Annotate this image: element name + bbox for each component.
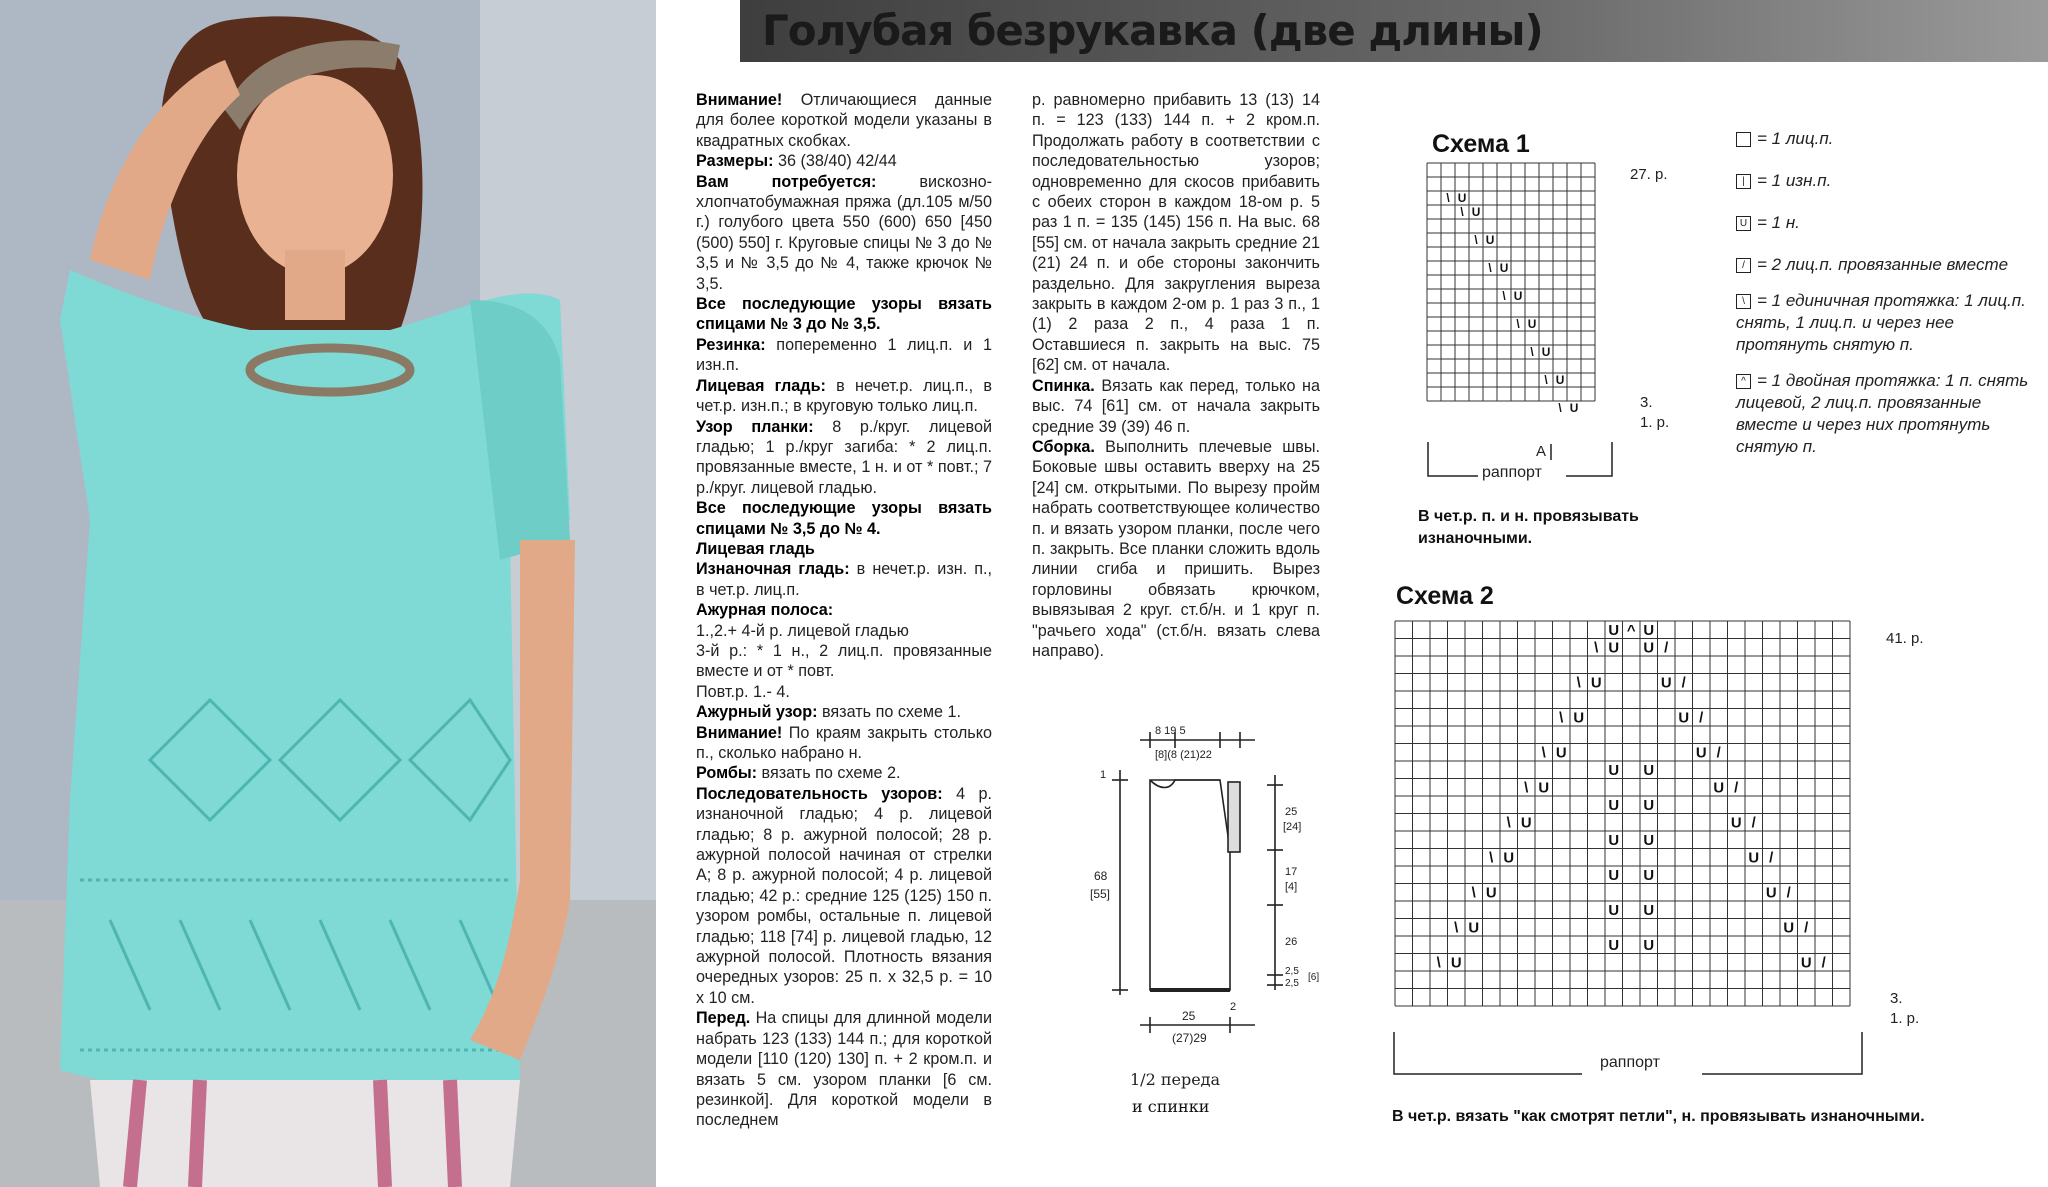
legend-item-ssk: \ = 1 единичная протяжка: 1 лиц.п. снять, 1 лиц.п. и через нее протянуть снятую п. [1736, 291, 2026, 354]
paragraph-text: Выполнить плечевые швы. Боковые швы оставить вверху на 25 [24] см. открытыми. По вырезу пройм набрать соответствующее количество п. и вязать узором планки, после чего п. закрыть. Все планки сложить вдоль линии сгиба и пришить. Вырез горловины обвязать крючком, вывязывая 2 круг. ст.б/н. и 1 круг п. "рачьего хода" (ст.б/н. вязать слева направо). [1032, 437, 1320, 660]
paragraph-heading: Перед. [696, 1009, 751, 1028]
stitch-symbol: U [1643, 798, 1655, 814]
stitch-symbol: U [1538, 780, 1550, 797]
paragraph-text: 36 (38/40) 42/44 [773, 152, 897, 171]
stitch-symbol: U [1660, 675, 1672, 692]
stitch-symbol: \ [1454, 920, 1459, 937]
col1-paragraph [696, 539, 992, 559]
stitch-symbol: U [1450, 955, 1462, 972]
stitch-symbol: U [1608, 763, 1620, 779]
page-title: Голубая безрукавка (две длины) [762, 6, 1543, 55]
right-dim-4c: [6] [1308, 972, 1320, 983]
col1-paragraph [696, 682, 992, 702]
paragraph-text: 1.,2.+ 4-й р. лицевой гладью [696, 621, 909, 640]
stitch-symbol: \ [1558, 401, 1562, 416]
paragraph-text: вязать по схеме 2. [757, 764, 901, 783]
right-dim-4: 2,5 [1285, 966, 1299, 977]
stitch-symbol: U [1643, 833, 1655, 849]
schema2-bottom-label-2: 1. р. [1890, 1010, 1920, 1027]
stitch-symbol: / [1769, 850, 1774, 867]
paragraph-heading: Вам потребуется: [696, 172, 877, 191]
paragraph-text: Повт.р. 1.- 4. [696, 682, 790, 701]
stitch-symbol: / [1681, 675, 1686, 692]
stitch-symbol: U [1800, 955, 1812, 972]
schema1-note: В чет.р. п. и н. провязывать изнаночными. [1418, 508, 1639, 547]
col2-paragraph [1032, 437, 1320, 661]
right-dim-2: 17 [1285, 866, 1298, 878]
stitch-symbol: \ [1506, 815, 1511, 832]
paragraph-text: р. равномерно прибавить 13 (13) 14 п. = 123 (133) 144 п. + 2 кром.п. Продолжать работу в соответствии с последовательностью узоров; одновременно для скосов прибавить с обеих сторон в каждом 18-ом р. 5 раз 1 п. = 135 (145) 156 п. На выс. 68 [55] см. от начала закрыть средние 21 (21) 24 п. и обе стороны закончить раздельно. Для закругления выреза закрыть в каждом 2-ом р. 1 раз 3 п., 1 (1) 2 раза 2 п., 4 раза 1 п. Оставшиеся п. закрыть на выс. 75 [62] см. от начала. [1032, 91, 1320, 375]
stitch-symbol: \ [1576, 675, 1581, 692]
stitch-symbol: U [1555, 373, 1565, 388]
col1-paragraph [696, 90, 992, 151]
paragraph-heading: Лицевая гладь: [696, 376, 826, 395]
legend-item-knit: = 1 лиц.п. [1736, 128, 2038, 150]
paragraph-heading: Все последующие узоры вязать спицами № 3 до № 3,5. [696, 295, 992, 334]
schema1-title: Схема 1 [1432, 130, 1530, 158]
stitch-symbol: / [1699, 710, 1704, 727]
paragraph-text: вискозно-хлопчатобумажная пряжа (дл.105 м/50 г.) голубого цвета 550 (600) 650 [450 (500) 550] г. Круговые спицы № 3 до № 3,5 и № 3,5 до № 4, также крючок № 3,5. [696, 172, 992, 293]
model-photo [0, 0, 656, 1187]
height-main-2: [55] [1090, 887, 1111, 901]
paragraph-text: в нечет.р. изн. п., в чет.р. лиц.п. [696, 560, 992, 599]
bottom-dim-2: (27)29 [1172, 1031, 1207, 1045]
stitch-symbol: U [1520, 815, 1532, 832]
stitch-symbol: U [1608, 798, 1620, 814]
double-decrease-symbol-icon: ^ [1736, 374, 1751, 389]
right-dim-2b: [4] [1285, 881, 1298, 893]
stitch-symbol: U [1765, 885, 1777, 902]
model-photo-illustration [0, 0, 656, 1187]
paragraph-text: вязать по схеме 1. [817, 703, 961, 722]
stitch-symbol: U [1573, 710, 1585, 727]
stitch-symbol: U [1608, 903, 1620, 919]
stitch-symbol: U [1678, 710, 1690, 727]
col1-paragraph [696, 641, 992, 682]
col1-paragraph [696, 621, 992, 641]
stitch-symbol: U [1527, 317, 1537, 332]
stitch-symbol: U [1503, 850, 1515, 867]
bottom-dim: 25 [1182, 1009, 1196, 1023]
stitch-symbol: U [1643, 938, 1655, 954]
schematic-caption-2: и спинки [1132, 1097, 1210, 1116]
stitch-symbol: U [1730, 815, 1742, 832]
stitch-symbol: U [1608, 833, 1620, 849]
schema1-rapport: раппорт [1482, 464, 1542, 481]
paragraph-text: Вязать как перед, только на выс. 74 [61] см. от начала закрыть средние 39 (39) 46 п. [1032, 376, 1320, 436]
stitch-symbol: U [1643, 640, 1655, 657]
paragraph-heading: Резинка: [696, 335, 766, 354]
stitch-symbol: / [1786, 885, 1791, 902]
left-dim: 1 [1100, 769, 1107, 781]
col1-paragraph [696, 294, 992, 335]
stitch-symbol: \ [1446, 191, 1450, 206]
instructions-column-1 [696, 90, 992, 1131]
schema2-bottom-label-1: 3. [1890, 990, 1903, 1007]
paragraph-text: 3-й р.: * 1 н., 2 лиц.п. провязанные вместе и от * повт. [696, 641, 992, 681]
right-dim-3: 26 [1285, 936, 1298, 948]
stitch-symbol: U [1590, 675, 1602, 692]
legend-item-purl: | = 1 изн.п. [1736, 170, 2038, 192]
paragraph-text: 8 р./круг. лицевой гладью; 1 р./круг загиба: * 2 лиц.п. провязанные вместе, 1 н. и от * повт.; 7 р./круг. лицевой гладью. [696, 417, 992, 497]
stitch-symbol: U [1643, 903, 1655, 919]
col1-paragraph [696, 784, 992, 1008]
stitch-symbol: \ [1594, 640, 1599, 657]
height-main: 68 [1094, 869, 1108, 883]
paragraph-heading: Лицевая гладь [696, 539, 815, 558]
stitch-symbol: U [1608, 938, 1620, 954]
col1-paragraph [696, 559, 992, 600]
schema2-top-label: 41. р. [1886, 630, 1924, 647]
stitch-symbol: / [1804, 920, 1809, 937]
paragraph-text: Отличающиеся данные для более короткой модели указаны в квадратных скобках. [696, 91, 992, 150]
schema1-grid [1426, 162, 1620, 422]
stitch-symbol: \ [1460, 205, 1464, 220]
schema2-note: В чет.р. вязать "как смотрят петли", н. провязывать изнаночными. [1392, 1108, 1925, 1125]
stitch-symbol: \ [1544, 373, 1548, 388]
stitch-symbol: U [1555, 745, 1567, 762]
stitch-symbol: \ [1489, 850, 1494, 867]
stitch-symbol: \ [1524, 780, 1529, 797]
paragraph-heading: Узор планки: [696, 417, 814, 436]
right-dim-1b: [24] [1283, 821, 1302, 833]
stitch-symbol: U [1748, 850, 1760, 867]
stitch-symbol: U [1471, 205, 1481, 220]
paragraph-heading: Ажурная полоса: [696, 601, 834, 620]
schema1-bottom-label-2: 1. р. [1640, 414, 1670, 431]
ssk-symbol-icon: \ [1736, 294, 1751, 309]
stitch-symbol: U [1713, 780, 1725, 797]
stitch-symbol: / [1821, 955, 1826, 972]
paragraph-heading: Изнаночная гладь: [696, 560, 850, 579]
col1-paragraph [696, 702, 992, 722]
paragraph-heading: Размеры: [696, 152, 774, 171]
paragraph-text: На спицы для длинной модели набрать 123 (133) 144 п.; для короткой модели [110 (120) 130] п. + 2 кром.п. и вязать 5 см. узором планки [6 см. резинкой]. Для короткой модели в последнем [696, 1009, 992, 1130]
right-dim-4b: 2,5 [1285, 978, 1299, 989]
col1-paragraph [696, 763, 992, 783]
col1-paragraph [696, 376, 992, 417]
schema1-bottom-label-1: 3. [1640, 394, 1653, 411]
bottom-right-dim: 2 [1230, 1001, 1237, 1013]
stitch-symbol: / [1734, 780, 1739, 797]
col1-paragraph [696, 1008, 992, 1130]
stitch-symbol: U [1608, 640, 1620, 657]
col2-paragraph [1032, 376, 1320, 437]
paragraph-heading: Спинка. [1032, 376, 1095, 395]
stitch-symbol: \ [1488, 261, 1492, 276]
paragraph-heading: Последовательность узоров: [696, 784, 943, 803]
stitch-symbol: \ [1436, 955, 1441, 972]
stitch-symbol: U [1608, 623, 1620, 639]
col2-paragraph [1032, 90, 1320, 376]
right-dim-1: 25 [1285, 806, 1298, 818]
stitch-symbol: \ [1502, 289, 1506, 304]
stitch-symbol: / [1716, 745, 1721, 762]
legend-item-k2tog: / = 2 лиц.п. провязанные вместе [1736, 254, 2038, 276]
legend-item-yarn-over: U = 1 н. [1736, 212, 2038, 234]
stitch-symbol: U [1643, 623, 1655, 639]
stitch-symbol: U [1457, 191, 1467, 206]
paragraph-heading: Внимание! [696, 723, 783, 742]
stitch-symbol: U [1499, 261, 1509, 276]
stitch-symbol: U [1608, 868, 1620, 884]
col1-paragraph [696, 151, 992, 171]
paragraph-text: попеременно 1 лиц.п. и 1 изн.п. [696, 335, 992, 375]
col1-paragraph [696, 417, 992, 499]
schema2-grid [1394, 620, 1870, 1030]
stitch-symbol: \ [1471, 885, 1476, 902]
stitch-symbol: U [1643, 868, 1655, 884]
col1-paragraph [696, 172, 992, 294]
stitch-symbol: / [1664, 640, 1669, 657]
paragraph-heading: Все последующие узоры вязать спицами № 3,5 до № 4. [696, 499, 992, 538]
paragraph-text: 4 р. изнаночной гладью; 4 р. лицевой гладью; 8 р. ажурной полосой; 28 р. ажурной полосой начиная от стрелки А; 8 р. ажурной полосой; 4 р. лицевой гладью; 42 р.: средние 125 (125) 150 п. узором ромбы, остальные п. лицевой гладью; 118 [74] р. лицевой гладью, 12 ажурной полосой. Плотность вязания очередных узоров: 25 п. х 32,5 р. = 10 х 10 см. [696, 784, 992, 1007]
legend [1736, 128, 2038, 458]
stitch-symbol: U [1569, 401, 1579, 416]
paragraph-heading: Внимание! [696, 91, 783, 109]
garment-schematic [1080, 720, 1370, 1100]
top-dims-2: [8](8 (21)22 [1155, 749, 1212, 761]
stitch-symbol: \ [1559, 710, 1564, 727]
stitch-symbol: \ [1516, 317, 1520, 332]
stitch-symbol: U [1513, 289, 1523, 304]
schema1-top-label: 27. р. [1630, 166, 1668, 183]
stitch-symbol: U [1541, 345, 1551, 360]
paragraph-heading: Сборка. [1032, 437, 1095, 456]
stitch-symbol: \ [1474, 233, 1478, 248]
schematic-caption-1: 1/2 переда [1130, 1070, 1221, 1089]
stitch-symbol: \ [1530, 345, 1534, 360]
stitch-symbol: ^ [1626, 623, 1636, 639]
stitch-symbol: U [1485, 233, 1495, 248]
yarn-over-symbol-icon: U [1736, 216, 1751, 231]
stitch-symbol: U [1468, 920, 1480, 937]
paragraph-heading: Ажурный узор: [696, 703, 818, 722]
top-dims: 8 19 5 [1155, 725, 1186, 737]
k2tog-symbol-icon: / [1736, 258, 1751, 273]
stitch-symbol: U [1485, 885, 1497, 902]
stitch-symbol: \ [1541, 745, 1546, 762]
stitch-symbol: U [1643, 763, 1655, 779]
col1-paragraph [696, 600, 992, 620]
col1-paragraph [696, 335, 992, 376]
col1-paragraph [696, 723, 992, 764]
paragraph-heading: Ромбы: [696, 764, 758, 783]
paragraph-text: По краям закрыть столько п., сколько набрано н. [696, 723, 992, 762]
stitch-symbol: / [1751, 815, 1756, 832]
paragraph-text: в нечет.р. лиц.п., в чет.р. изн.п.; в круговую только лиц.п. [696, 376, 992, 416]
schema1-arrow-label: A [1536, 443, 1547, 460]
schema2-rapport: раппорт [1600, 1054, 1660, 1071]
legend-item-double-decrease: ^ = 1 двойная протяжка: 1 п. снять лицевой, 2 лиц.п. провязанные вместе и через них протянуть снятую п. [1736, 371, 2029, 456]
stitch-symbol: U [1783, 920, 1795, 937]
knit-symbol-icon [1736, 132, 1751, 147]
col1-paragraph [696, 498, 992, 539]
stitch-symbol: U [1695, 745, 1707, 762]
purl-symbol-icon: | [1736, 174, 1751, 189]
schema2-title: Схема 2 [1396, 582, 1494, 610]
instructions-column-2 [1032, 90, 1320, 661]
